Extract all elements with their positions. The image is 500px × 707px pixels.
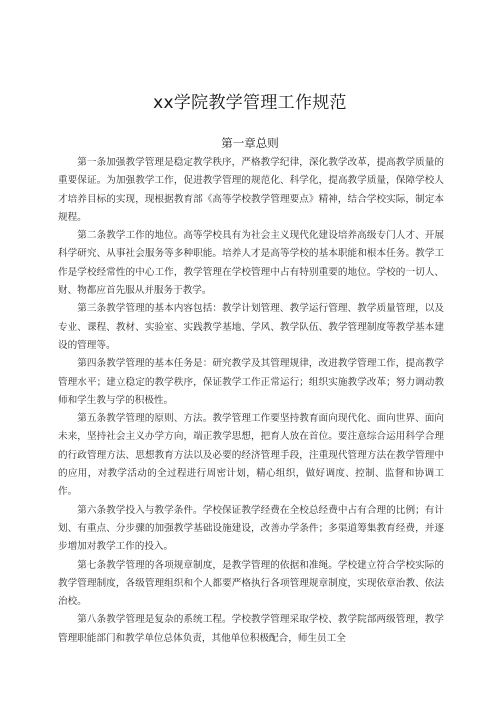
article-1-paragraph: 第一条加强教学管理是稳定教学秩序，严格教学纪律，深化教学改革，提高教学质量的重要保证。为加强教学工作，促进教学管理的规范化、科学化，提高教学质量，保障学校人才培养目标的实现，现根据教育部《高等学校教学管理要点》精神，结合学校实际，制定本规程。 xyxy=(58,157,444,223)
article-5-paragraph: 第五条教学管理的原则、方法。教学管理工作要坚持教育面向现代化、面向世界、面向未来，坚持社会主义办学方向，端正教学思想，把育人放在首位。要注意综合运用科学合理的行政管理方法、思想教育方法以及必要的经济管理手段，注重现代管理方法在教学管理中的应用，对教学活动的全过程进行周密计划，精心组织，做好调度、控制、监督和协调工作。 xyxy=(58,413,444,498)
article-6-paragraph: 第六条教学投入与教学条件。学校保证教学经费在全校总经费中占有合理的比例；有计划、有重点、分步骤的加强教学基础设施建设，改善办学条件；多渠道筹集教育经费，并逐步增加对教学工作的投入。 xyxy=(58,504,444,553)
document-title: xx学院教学管理工作规范 xyxy=(153,93,347,113)
article-7-paragraph: 第七条教学管理的各项规章制度，是教学管理的依据和准绳。学校建立符合学校实际的教学管理制度，各级管理组织和个人都要严格执行各项管理规章制度，实现依章治教、依法治校。 xyxy=(58,559,444,608)
chapter-title: 第一章总则 xyxy=(221,136,279,150)
article-4-paragraph: 第四条教学管理的基本任务是：研究教学及其管理规律，改进教学管理工作，提高教学管理水平；建立稳定的教学秩序，保证教学工作正常运行；组织实施教学改革；努力调动教师和学生教与学的积极性。 xyxy=(58,358,444,406)
document-body xyxy=(58,154,444,648)
article-2-paragraph: 第二条教学工作的地位。高等学校具有为社会主义现代化建设培养高级专门人才、开展科学研究、从事社会服务等多种职能。培养人才是高等学校的基本职能和根本任务。教学工作是学校经常性的中心工作，教学管理在学校管理中占有特别重要的地位。学校的一切人、财、物都应首先服从并服务于教学。 xyxy=(58,230,444,297)
article-8-paragraph: 第八条教学管理是复杂的系统工程。学校教学管理采取学校、教学院部两级管理，教学管理职能部门和教学单位总体负责，其他单位积极配合，师生员工全 xyxy=(58,614,444,644)
article-3-paragraph: 第三条教学管理的基本内容包括：教学计划管理、教学运行管理、教学质量管理，以及专业、课程、教材、实验室、实践教学基地、学风、教学队伍、教学管理制度等教学基本建设的管理等。 xyxy=(58,303,444,351)
